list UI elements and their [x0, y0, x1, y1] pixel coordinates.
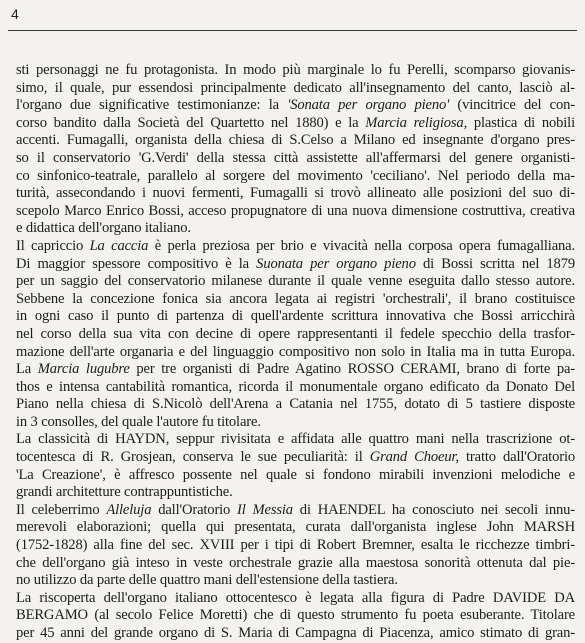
text-line [16, 379, 575, 397]
text-run: scepolo Marco Enrico Bossi, acceso propugnatore di una nuova dimensione costruttiva, creativa [16, 202, 575, 219]
italic-title: Suonata per organo pieno [256, 255, 416, 272]
text-line [16, 467, 575, 485]
text-run: nel corso della sua vita con decine di opere rappresentanti il fedele specchio della trasfor- [16, 325, 575, 342]
text-run: di Bossi scritta nel 1879 [415, 255, 575, 272]
text-run: turità, assecondando i nuovi fermenti, Fumagalli si trovò allineato alle posizioni del suo di- [16, 185, 575, 202]
italic-title: 'Sonata per organo pieno' [287, 97, 450, 114]
text-line [16, 308, 575, 326]
text-line [16, 607, 575, 625]
text-run: (vincitrice del con- [449, 97, 576, 114]
text-run: 'La Creazione', è affresco possente nel quale si fondono mirabili invenzioni melodiche e [16, 466, 575, 483]
text-run: mazione dell'arte organaria e del linguaggio compositivo non solo in Italia ma in tutta Europa. [16, 343, 575, 360]
text-line [16, 273, 575, 291]
text-line [16, 115, 575, 133]
text-line [16, 326, 575, 344]
text-line [16, 150, 575, 168]
text-line [16, 555, 575, 573]
text-line [16, 344, 575, 362]
text-line [16, 168, 575, 186]
text-run: per tre organisti di Padre Agatino ROSSO CERAMI, brano di forte pa- [129, 361, 576, 378]
text-run: La classicità di HAYDN, seppur rivisitata e affidata alle quattro mani nella trascrizione ot- [16, 431, 575, 448]
text-line [16, 519, 575, 537]
text-run: di HAENDEL ha conosciuto nei secoli innu- [292, 501, 575, 518]
text-line [16, 361, 575, 379]
body-text [16, 62, 575, 643]
text-line [16, 220, 575, 238]
text-run: in ogni caso il punto di partenza di quell'ardente scrittura innovativa che Bossi arricchirà [16, 308, 575, 325]
text-line [16, 256, 575, 274]
text-run: dall'Oratorio [151, 501, 238, 518]
text-line [16, 291, 575, 309]
text-line [16, 414, 575, 432]
text-line [16, 572, 575, 590]
text-run: tocentesca di R. Grosjean, conserva le sue peculiarità: il [16, 449, 370, 466]
text-run: co sinfonico-teatrale, parallelo al sorgere del movimento 'ceciliano'. Nel periodo della ma- [16, 167, 575, 184]
text-run: BERGAMO (al secolo Felice Moretti) che di questo strumento fu poeta esuberante. Titolare [16, 607, 575, 624]
italic-title: Marcia lugubre [37, 361, 130, 378]
text-run: La [16, 361, 38, 378]
text-run: tratto dall'Oratorio [458, 449, 575, 466]
text-run: per 45 anni del grande organo di S. Maria di Campagna di Piacenza, amico stimato di gran- [16, 625, 575, 641]
text-line [16, 238, 575, 256]
text-run: thos e intensa cantabilità romantica, ricorda il monumentale organo edificato da Donato Del [16, 378, 575, 395]
text-line [16, 449, 575, 467]
header-rule [8, 30, 577, 31]
italic-title: Marcia religiosa, [365, 114, 468, 131]
text-run: e didattica dell'organo italiano. [16, 220, 191, 237]
text-run: merevoli elaborazioni; quella qui presentata, curata dall'organista inglese John MARSH [16, 519, 575, 536]
text-run: Il capriccio [16, 237, 90, 254]
text-run: è perla preziosa per brio e vivacità nella corposa opera fumagalliana. [148, 237, 575, 254]
text-line [16, 590, 575, 608]
italic-title: Alleluja [106, 501, 152, 518]
italic-title: La caccia [89, 237, 149, 254]
text-line [16, 203, 575, 221]
text-line [16, 62, 575, 80]
text-run: sti personaggi ne fu protagonista. In modo più marginale lo fu Perelli, scomparso giovanis- [16, 62, 575, 78]
text-run: corso bandito dalla Società del Quartetto nel 1880) e la [16, 114, 366, 131]
text-run: accenti. Fumagalli, organista della chiesa di S.Celso a Milano ed insegnante d'organo pres- [16, 132, 575, 149]
text-run: per un saggio del conservatorio milanese durante il quale venne eseguita dallo stesso autore. [16, 273, 575, 290]
text-line [16, 80, 575, 98]
text-run: La riscoperta dell'organo italiano ottocentesco è legata alla figura di Padre DAVIDE DA [16, 589, 575, 606]
text-run: (1752-1828) alla fine del sec. XVIII per i tipi di Robert Bremner, esalta le ricchezze timbri- [16, 537, 575, 554]
text-line [16, 625, 575, 643]
text-line [16, 396, 575, 414]
text-line [16, 97, 575, 115]
text-line [16, 484, 575, 502]
text-run: Di maggior spessore compositivo è la [16, 255, 257, 272]
text-run: plastica di nobili [467, 114, 575, 131]
text-run: Il celeberrimo [16, 501, 107, 518]
text-run: in 3 consolles, del quale l'autore fu titolare. [16, 413, 261, 430]
text-run: Piano nella chiesa di S.Nicolò dell'Arena a Catania nel 1755, dotato di 5 tastiere disposte [16, 396, 575, 413]
italic-title: Grand Choeur, [369, 449, 459, 466]
italic-title: Il Messia [237, 501, 293, 518]
text-run: Sebbene la concezione fonica sia ancora legata ai registri 'orchestrali', il brano costituisce [16, 290, 575, 307]
text-line [16, 132, 575, 150]
text-line [16, 502, 575, 520]
text-run: so il conservatorio 'G.Verdi' della stessa città assistette all'affermarsi del genere organisti- [16, 149, 575, 166]
text-line [16, 537, 575, 555]
text-run: simo, il quale, pur essendosi principalmente dedicato all'insegnamento del canto, lasciò al- [16, 79, 575, 96]
text-run: che dell'organo già inteso in veste orchestrale grazie alla maestosa sonorità ottenuta dal pie- [16, 554, 575, 571]
text-run: l'organo due significative testimonianze: la [16, 97, 288, 114]
page-number: 4 [11, 6, 19, 22]
text-line [16, 185, 575, 203]
text-line [16, 431, 575, 449]
text-run: grandi architetture contrappuntistiche. [16, 484, 233, 501]
text-run: no utilizzo da parte delle quattro mani dell'estensione della tastiera. [16, 572, 398, 589]
